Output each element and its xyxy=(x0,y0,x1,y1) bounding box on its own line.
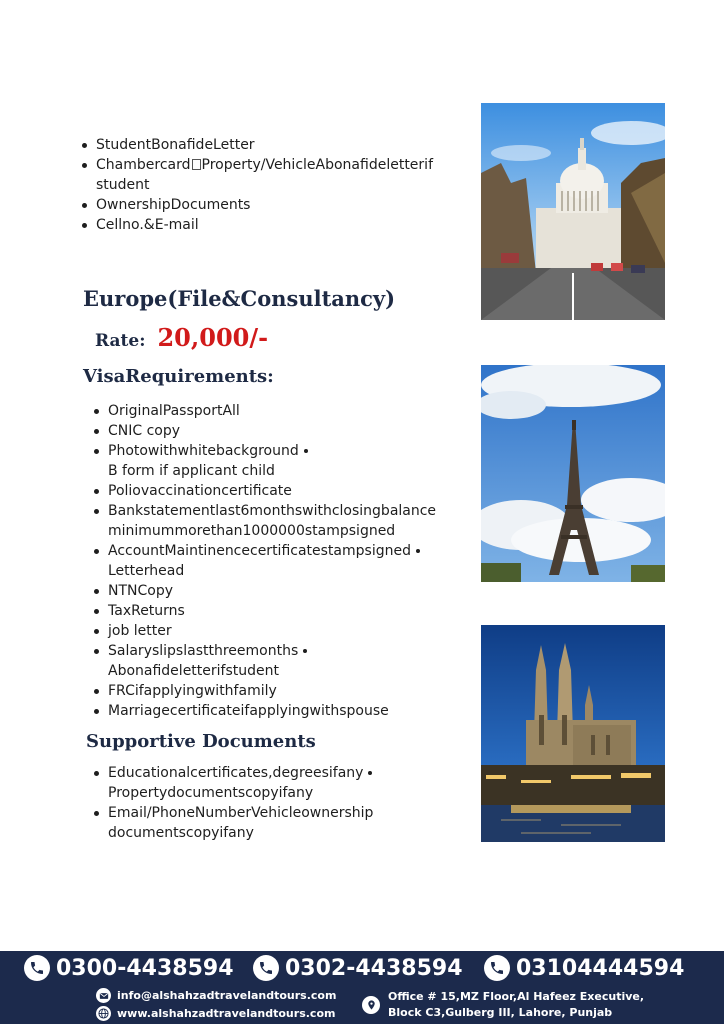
list-item xyxy=(82,195,452,215)
list-item-text: TaxReturns xyxy=(108,603,185,619)
address-line-2: Block C3,Gulberg III, Lahore, Punjab xyxy=(388,1006,613,1019)
rate-value: 20,000/- xyxy=(157,323,269,352)
phone-icon xyxy=(484,955,510,981)
list-item-continuation: B form if applicant child xyxy=(108,463,275,479)
list-item-text: AccountMaintinencecertificatestampsigned xyxy=(108,543,411,559)
list-item-text: Poliovaccinationcertificate xyxy=(108,483,292,499)
bullet-dot xyxy=(303,649,307,653)
list-item-text: Salaryslipslastthreemonths xyxy=(108,643,299,659)
list-item-continuation: Abonafideletterifstudent xyxy=(108,663,279,679)
list-item-text: Photowithwhitebackground xyxy=(108,443,299,459)
capitol-illustration xyxy=(481,103,665,320)
list-item-text: NTNCopy xyxy=(108,583,174,599)
phone-number-text: 0300-4438594 xyxy=(56,955,234,981)
list-item-text: Marriagecertificateifapplyingwithspouse xyxy=(108,703,389,719)
address-text xyxy=(388,989,644,1021)
list-item xyxy=(94,481,464,501)
list-item xyxy=(94,501,464,541)
list-item-continuation: student xyxy=(96,177,150,193)
phone-number-2[interactable] xyxy=(253,955,463,981)
list-item xyxy=(94,601,464,621)
website-text: www.alshahzadtravelandtours.com xyxy=(117,1007,336,1020)
list-item xyxy=(94,541,464,581)
list-item xyxy=(82,135,452,155)
eiffel-tower-illustration xyxy=(481,365,665,582)
supportive-documents-list xyxy=(94,763,464,843)
cologne-cathedral-photo xyxy=(481,625,665,842)
visa-requirements-list xyxy=(94,401,464,721)
document-list-top xyxy=(82,135,452,235)
list-item-text: Property/VehicleAbonafideletterif xyxy=(201,157,433,173)
cathedral-illustration xyxy=(481,625,665,842)
list-item xyxy=(94,641,464,681)
list-item xyxy=(82,215,452,235)
rate-row xyxy=(95,323,268,352)
list-item-continuation: minimummorethan1000000stampsigned xyxy=(108,523,396,539)
list-item xyxy=(94,441,464,481)
list-item-text: Bankstatementlast6monthswithclosingbalance xyxy=(108,503,437,519)
list-item-text: OriginalPassportAll xyxy=(108,403,240,419)
bullet-dot xyxy=(304,449,308,453)
list-item xyxy=(82,155,452,195)
list-item-continuation: Propertydocumentscopyifany xyxy=(108,785,314,801)
capitol-building-photo xyxy=(481,103,665,320)
list-item-text: Cellno.&E-mail xyxy=(96,217,199,233)
email-text: info@alshahzadtravelandtours.com xyxy=(117,989,337,1002)
address-line-1: Office # 15,MZ Floor,Al Hafeez Executive, xyxy=(388,990,645,1003)
list-item-text: Educationalcertificates,degreesifany xyxy=(108,765,364,781)
list-item xyxy=(94,763,464,803)
phone-number-3[interactable] xyxy=(484,955,684,981)
list-item xyxy=(94,421,464,441)
address-contact xyxy=(362,989,644,1021)
europe-heading: Europe(File&Consultancy) xyxy=(83,286,396,311)
list-item xyxy=(94,621,464,641)
supportive-documents-heading: Supportive Documents xyxy=(86,731,316,752)
bullet-dot xyxy=(416,549,420,553)
phone-icon xyxy=(253,955,279,981)
visa-requirements-heading: VisaRequirements: xyxy=(83,366,274,387)
list-item xyxy=(94,581,464,601)
list-item-text: Chambercard xyxy=(96,157,191,173)
list-item-text: CNIC copy xyxy=(108,423,181,439)
missing-glyph-box xyxy=(192,159,201,170)
location-pin-icon xyxy=(362,996,380,1014)
list-item-text: OwnershipDocuments xyxy=(96,197,251,213)
email-contact[interactable] xyxy=(96,988,336,1003)
list-item-continuation: documentscopyifany xyxy=(108,825,254,841)
list-item-text: StudentBonafideLetter xyxy=(96,137,255,153)
list-item xyxy=(94,803,464,843)
email-icon xyxy=(96,988,111,1003)
phone-number-text: 03104444594 xyxy=(516,955,685,981)
list-item xyxy=(94,701,464,721)
phone-icon xyxy=(24,955,50,981)
list-item-text: Email/PhoneNumberVehicleownership xyxy=(108,805,374,821)
list-item-continuation: Letterhead xyxy=(108,563,185,579)
globe-icon xyxy=(96,1006,111,1021)
eiffel-tower-photo xyxy=(481,365,665,582)
list-item-text: job letter xyxy=(108,623,172,639)
rate-label: Rate: xyxy=(95,331,146,351)
phone-number-text: 0302-4438594 xyxy=(285,955,463,981)
contact-footer xyxy=(0,951,724,1024)
list-item xyxy=(94,681,464,701)
bullet-dot xyxy=(368,771,372,775)
website-contact[interactable] xyxy=(96,1006,335,1021)
phone-number-1[interactable] xyxy=(24,955,234,981)
list-item-text: FRCifapplyingwithfamily xyxy=(108,683,277,699)
list-item xyxy=(94,401,464,421)
